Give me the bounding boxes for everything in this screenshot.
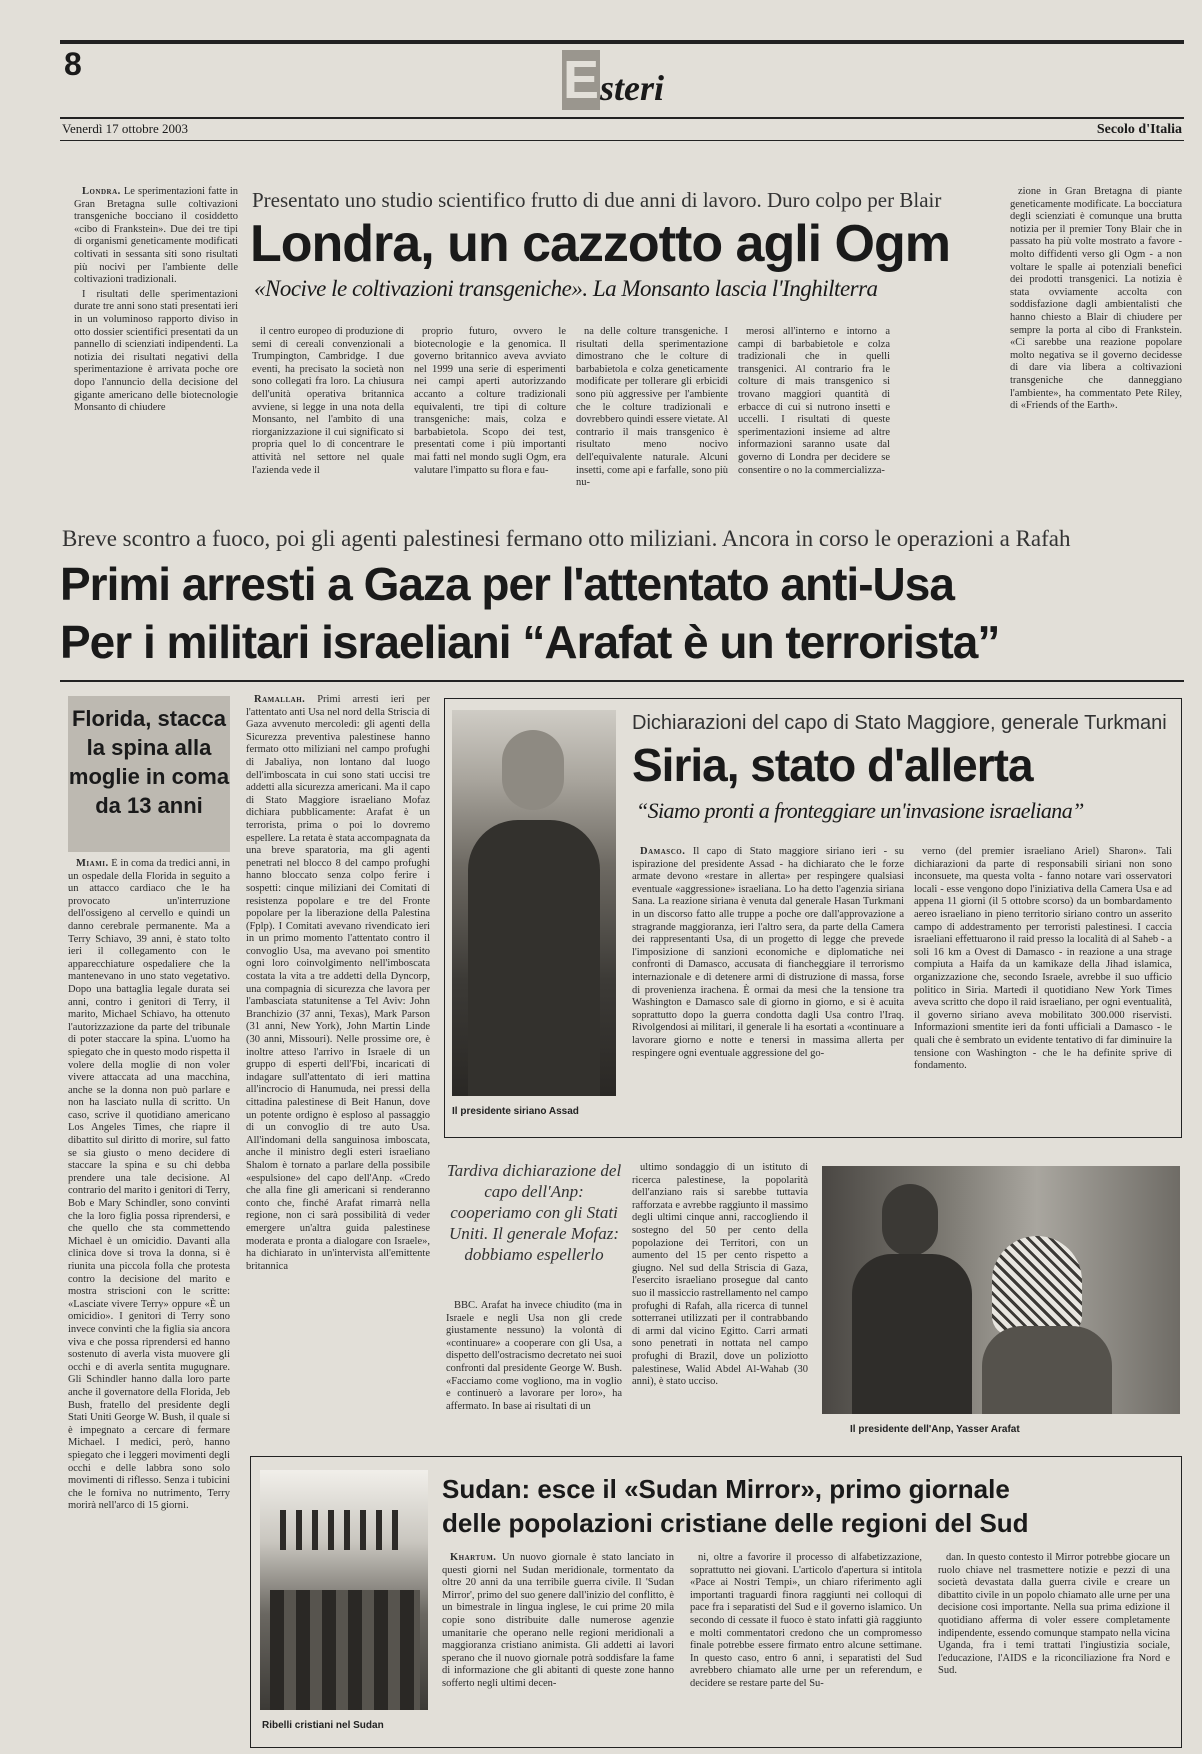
portrait-head-shape	[502, 730, 564, 810]
siria-col1-text: Il capo di Stato maggiore siriano ieri - su ispirazione del presidente Assad - ha dichiarato che le forze armate devono «restare in allerta» per respingere qualsiasi eventuale «aggressione» israeliana. Lo ha detto l'agenzia siriana Sana. La reazione siriana è venuta dal generale Hasan Turkmani in un discorso fatto alle truppe a poche ore dall'approvazione a stragrande maggioranza, ieri l'altro sera, da parte della Camera dei rappresentanti Usa, di un progetto di legge che prevede l'imposizione di sanzioni economiche e diplomatiche nei confronti di Damasco, accusata di fiancheggiare il terrorismo internazionale e di detenere armi di distruzione di massa, forse di provenienza irachena. È ormai da mesi che la tensione tra Washington e Damasco sale di giorno in giorno, e si è acuita soprattutto dopo la guerra condotta dagli Usa contro l'Iraq. Rivolgendosi ai militari, il generale li ha esortati a «continuare a lavorare giorno e notte e tenersi in massima allerta per respingere ogni eventuale aggressione del go-	[632, 846, 904, 1059]
assad-photo	[452, 710, 616, 1096]
photo-figure-center-body	[982, 1326, 1112, 1414]
siria-column-1	[632, 846, 904, 1128]
sudan-headline-1: Sudan: esce il «Sudan Mirror», primo giornale	[442, 1474, 1010, 1504]
florida-dateline: Miami.	[76, 858, 109, 869]
issue-date: Venerdì 17 ottobre 2003	[62, 121, 189, 136]
date-rule	[60, 140, 1184, 141]
page-number: 8	[64, 46, 82, 82]
sudan-photo	[260, 1470, 428, 1710]
sudan-headline-2: delle popolazioni cristiane delle regioni del Sud	[442, 1508, 1029, 1538]
ogm-column-5	[1010, 186, 1182, 492]
siria-column-2	[914, 846, 1172, 1128]
gaza-headline-1: Primi arresti a Gaza per l'attentato anti-Usa	[60, 558, 954, 610]
newspaper-name: Secolo d'Italia	[1096, 122, 1182, 137]
ogm-col4-text: merosi all'interno e intorno a campi di barbabietole e colza tradizionali che in quelli transgenici. Al contrario fra le colture di mais transgenico si trovano maggiori quantità di erbacce di cui si nutrono insetti e uccelli. I risultati di queste sperimentazioni insieme ad altre informazioni saranno usate dal governo di Londra per decidere se consentire o no la commercializza-	[738, 326, 890, 476]
ogm-lead-text: Le sperimentazioni fatte in Gran Bretagna sulle coltivazioni transgeniche bocciano il cosiddetto «cibo di Frankstein». Due dei tre tipi di organismi geneticamente modificati coltivati in sessanta siti sono risultati più nocivi per l'ambiente delle coltivazioni tradizionali.	[74, 186, 238, 286]
gaza-rule	[60, 680, 1184, 682]
sudan-col3-text: dan. In questo contesto il Mirror potrebbe giocare un ruolo chiave nel trasmettere notizie e pezzi di una società devastata dalla guerra civile e creare un dibattito civile in un popolo chiamato alle urne per una decisione così importante. Nella sua prima edizione il quotidiano afferma di voler essere completamente indipendente, essendo comunque stampato nella vicina Uganda, fra i temi trattati l'ingiustizia sociale, l'educazione, l'AIDS e la riconciliazione fra Nord e Sud.	[938, 1552, 1170, 1677]
ogm-column-1	[252, 326, 404, 492]
ogm-col2-text: proprio futuro, ovvero le biotecnologie e la genomica. Il governo britannico aveva avviato nel 1999 una serie di esperimenti nei campi aperti autorizzando accanto a colture tradizionali equivalenti, tre tipi di colture transgeniche: mais, colza e barbabietola. Scopo dei test, presentati come i più importanti mai fatti nel mondo sugli Ogm, era valutare l'impatto su flora e fau-	[414, 326, 566, 476]
gaza-text: Primi arresti ieri per l'attentato anti Usa nel nord della Striscia di Gaza avvenuto mercoledì: gli agenti della Sicurezza preventiva palestinese hanno fermato otto miliziani nel campo profughi di Jabaliya, non lontano dal luogo dell'imboscata in cui sono stati uccisi tre addetti alla sicurezza americani. Ma il capo di Stato Maggiore israeliano Mofaz dichiara pubblicamente: Arafat è un terrorista, prima o poi lo dovremo espellere. La retata è stata accompagnata da una breve sparatoria, ma gli agenti penetrati nel blocco 8 del campo profughi hanno bloccato senza colpo ferire i sospetti: cinque miliziani dei Comitati di resistenza popolare e tre del Fronte popolare per la liberazione della Palestina (Fplp). I Comitati avevano rivendicato ieri in un primo momento l'attentato contro il convoglio Usa, ma avevano poi smentito ogni loro coinvolgimento nell'imboscata costata la vita a tre addetti della Dyncorp, una compagnia di sicurezza che lavora per l'ambasciata statunitense a Tel Aviv: John Branchizio (37 anni, Texas), Mark Parson (31 anni, New York), John Martin Linde (30 anni, Missouri). Nelle prossime ore, è inoltre atteso l'arrivo in Israele di un gruppo di esperti dell'Fbi, incaricati di indagare sull'attentato di ieri mattina all'incrocio di Hanumuda, nei pressi della cittadina palestinese di Beit Hanun, dove un potente ordigno è esploso al passaggio di un convoglio di tre auto Usa. All'indomani della sanguinosa imboscata, anche il ministro degli esteri israeliano Shalom è tornato a parlare della possibile «espulsione» del capo dell'Anp. «Credo che alla fine gli americani si renderanno conto che, finché Arafat rimarrà nella regione, non ci sarà possibilità di veder emergere un'altra guida palestinese moderata e pronta a dialogare con Israele», ha dichiarato in un'intervista all'emittente britannica	[246, 694, 430, 1272]
section-name: steri	[600, 68, 665, 108]
gaza-kicker: Breve scontro a fuoco, poi gli agenti palestinesi fermano otto miliziani. Ancora in corso le operazioni a Rafah	[62, 526, 1071, 551]
sudan-column-3	[938, 1552, 1170, 1738]
ogm-col3-text: na delle colture transgeniche. I risultati della sperimentazione dimostrano che le colture di barbabietola e colza geneticamente modificate per tollerare gli erbicidi sono più aggressive per l'ambiente che le colture tradizionali e dovrebbero quindi essere vietate. Al contrario il mais transgenico è risultato meno nocivo dell'equivalente naturale. Alcuni insetti, come api e farfalle, sono più nu-	[576, 326, 728, 489]
photo-figure-left-head	[882, 1184, 938, 1256]
assad-photo-caption: Il presidente siriano Assad	[452, 1106, 579, 1117]
siria-kicker: Dichiarazioni del capo di Stato Maggiore, generale Turkmani	[632, 712, 1167, 734]
ogm-subhead: «Nocive le coltivazioni transgeniche». La Monsanto lascia l'Inghilterra	[254, 276, 878, 301]
arafat-col1-text: BBC. Arafat ha invece chiudito (ma in Israele e negli Usa non gli crede giustamente nessuno) la volontà di «continuare» a cooperare con gli Usa, a dispetto dell'ostracismo decretato nei suoi confronti dal presidente George W. Bush. «Facciamo come vogliono, ma in voglio e continuerò a lavorare per loro», ha affermato. In base ai risultati di un	[446, 1300, 622, 1412]
ogm-col5-text: zione in Gran Bretagna di piante geneticamente modificate. La bocciatura degli scienziati è comunque una brutta notizia per il premier Tony Blair che in passato ha più volte mostrato a favore - molto diffidenti verso gli Ogm - a non voltare le spalle ai potenziali benefici dei prodotti transgenici. La notizia è stata ovviamente accolta con soddisfazione dagli ambientalisti che hanno chiesto a Blair di chiudere per sempre la porta al cibo di Frankstein. «Ci sarebbe una reazione popolare molto negativa se il governo decidesse di dare via libera a coltivazioni transgeniche che danneggiano l'ambiente», ha commentato Pete Riley, di «Friends of the Earth».	[1010, 186, 1182, 412]
arafat-pull-quote: Tardiva dichiarazione del capo dell'Anp: cooperiamo con gli Stati Uniti. Il generale Mofaz: dobbiamo espellerlo	[446, 1161, 622, 1264]
florida-text: È in coma da tredici anni, in un ospedale della Florida in seguito a un attacco cardiaco che le ha provocato un'interruzione dell'ossigeno al cervello e quindi un danno cerebrale permanente. Ma a Terry Schiavo, 39 anni, è stato tolto ieri il collegamento con le apparecchiature ospedaliere che la mantenevano in uno stato vegetativo. Dopo una battaglia legale durata sei anni, contro i genitori di Terry, il marito, Michael Schiavo, ha ottenuto l'autorizzazione da parte del tribunale di poter staccare la spina. L'uomo ha spiegato che in questo modo rispetta il volere della moglie di non voler vivere attaccata ad una macchina, anche se la donna non può parlare e non ha lasciato nulla di scritto. Un caso, scrive il quotidiano americano Los Angeles Times, che riapre il dibattito sul diritto di morire, sul fatto se sia giusto o meno decidere di staccare la spina e su chi debba prendere una tale decisione. Al contrario del marito i genitori di Terry, Bob e Mary Schindler, sono convinti che la loro figlia possa riprendersi, e che quello che sta commettendo Michael è un omicidio. Davanti alla clinica dove si trova la donna, si è riunita una piccola folla che protesta contro la decisione del marito e mostra striscioni con le scritte: «Lasciate vivere Terry» oppure «È un omicidio». I genitori di Terry sono invece convinti che la figlia sia ancora viva e che possa riprendersi ed hanno sostenuto di averla vista muovere gli occhi e di averla sentita mugugnare. Gli Schindler hanno dalla loro parte anche il governatore della Florida, Jeb Bush, fratello del presidente degli Stati Uniti George W. Bush, il quale si è impegnato a cercare di fermare Michael. I medici, però, hanno spiegato che i leggeri movimenti degli occhi e delle labbra sono solo movimenti di riflesso. Senza i tubicini che le forniva no nutrimento, Terry morirà nell'arco di 15 giorni.	[68, 858, 230, 1512]
ogm-kicker: Presentato uno studio scientifico frutto di due anni di lavoro. Duro colpo per Blair	[252, 188, 942, 212]
sudan-col1-text: Un nuovo giornale è stato lanciato in questi giorni nel Sudan meridionale, tormentato da oltre 20 anni da una terribile guerra civile. Il 'Sudan Mirror', primo del suo genere dall'inizio del conflitto, è un bimestrale in lingua inglese, le cui prime 20 mila copie sono distribuite dalle numerose agenzie umanitarie che operano nelle regioni meridionali a maggioranza cristiano animista. Gli addetti ai lavori sperano che il nuovo giornale potrà soddisfare la fame di informazione che gli abitanti di queste zone hanno sofferto negli ultimi decen-	[442, 1552, 674, 1689]
sudan-col2-text: ni, oltre a favorire il processo di alfabetizzazione, soprattutto nei giovani. L'articolo d'apertura si intitola «Pace ai Nostri Tempi», un chiaro riferimento agli importanti traguardi finora raggiunti nei colloqui di pace fra i separatisti del Sud e il governo islamico. Un secondo di cessate il fuoco è stato infatti già raggiunto e molti commentatori credono che un compromesso finale potrebbe essere firmato entro alcune settimane. In questo caso, entro 6 anni, i separatisti del Sud avrebbero chiamato alle urne per un referendum, e decidere se restare parte del Su-	[690, 1552, 922, 1689]
arafat-photo-caption: Il presidente dell'Anp, Yasser Arafat	[850, 1424, 1020, 1435]
photo-raised-arms	[280, 1510, 400, 1550]
siria-headline: Siria, stato d'allerta	[632, 739, 1033, 791]
section-initial: E	[562, 50, 600, 110]
section-title	[562, 50, 664, 112]
photo-keffiyeh	[992, 1236, 1082, 1336]
siria-dateline: Damasco.	[640, 846, 686, 857]
arafat-col2-text: ultimo sondaggio di un istituto di ricerca palestinese, la popolarità dell'anziano rais si sarebbe tuttavia rafforzata e avrebbe raggiunto il massimo degli ultimi cinque anni, raccogliendo il sostegno del 50 per cento della popolazione dei Territori, con un aumento del 15 per cento rispetto a giugno. Nel sud della Striscia di Gaza, l'esercito israeliano prosegue dal canto suo il massiccio rastrellamento nel campo profughi di Rafah, alla ricerca di tunnel sotterranei utilizzati per il contrabbando di armi dal vicino Egitto. Carri armati sono penetrati in nottata nel campo profughi di Brazil, dove un poliziotto palestinese, Walid Abdel Al-Wahab (30 anni), è stato ucciso.	[632, 1162, 808, 1388]
ogm-lead-column	[74, 186, 238, 492]
florida-headline: Florida, stacca la spina alla moglie in coma da 13 anni	[68, 696, 230, 852]
florida-column	[68, 858, 230, 1740]
ogm-column-3	[576, 326, 728, 492]
ogm-col1-text: il centro europeo di produzione di semi di cereali convenzionali a Trumpington, Cambridge. I due eventi, ha precisato la società non sono collegati fra loro. La chiusura dell'unità operativa britannica avviene, si legge in una nota della Monsanto, nel l'ambito di una riorganizzazione il cui significato si propria quel lo di concentrare le attività nel settore nel quale l'azienda vede il	[252, 326, 404, 476]
photo-crowd	[270, 1590, 420, 1710]
sudan-photo-caption: Ribelli cristiani nel Sudan	[262, 1720, 384, 1731]
arafat-column-1	[446, 1300, 622, 1436]
sudan-dateline: Khartum.	[450, 1552, 497, 1563]
siria-col2-text: verno (del premier israeliano Ariel) Sharon». Tali dichiarazioni da parte di responsabili siriani non sono inconsuete, ma questa volta - fanno notare vari osservatori locali - esse vengono dopo l'iniziativa della Camera Usa e ad appena 11 giorni (il 5 ottobre scorso) da un bombardamento aereo israeliano in pieno territorio siriano contro un asserito campo di addestramento per terroristi palestinesi. I caccia israeliani effettuarono il raid presso la località di al Saheb - a soli 16 km a Ovest di Damasco - in reazione a una strage compiuta a Haifa da un kamikaze della Jihad islamica, organizzazione che, secondo Israele, avrebbe il suo ufficio politico in Siria. Martedì il quotidiano New York Times aveva scritto che dopo il raid israeliano, per ogni eventualità, il governo siriano aveva mobilitato 300.000 riservisti. Informazioni smentite ieri da fonti ufficiali a Damasco - le quali che è sembrato un evidente tentativo di far diminuire la tensione con Washington - che le ha definite sprive di fondamento.	[914, 846, 1172, 1072]
portrait-suit-shape	[468, 820, 600, 1096]
ogm-column-4	[738, 326, 990, 492]
gaza-dateline: Ramallah.	[254, 694, 306, 705]
ogm-column-2	[414, 326, 566, 492]
sudan-column-1	[442, 1552, 674, 1738]
arafat-column-2	[632, 1162, 808, 1436]
gaza-headline-2: Per i militari israeliani “Arafat è un terrorista”	[60, 616, 1000, 668]
ogm-headline: Londra, un cazzotto agli Ogm	[250, 215, 950, 273]
ogm-dateline: Londra.	[82, 186, 121, 197]
ogm-lead-text-2: I risultati delle sperimentazioni durate tre anni sono stati presentati ieri in un voluminoso rapporto diviso in otto dossier scientifici presentati da un pannello di scienziati indipendenti. La notizia dei risultati negativi della sperimentazione è arrivata poche ore dopo l'annuncio della decisione del gigante americano delle biotecnologie Monsanto di chiudere	[74, 288, 238, 414]
photo-figure-left-body	[852, 1254, 972, 1414]
masthead-top-rule	[60, 40, 1184, 44]
sudan-column-2	[690, 1552, 922, 1738]
arafat-photo	[822, 1166, 1180, 1414]
siria-subhead: “Siamo pronti a fronteggiare un'invasione israeliana”	[636, 798, 1084, 823]
masthead-bottom-rule	[60, 117, 1184, 119]
